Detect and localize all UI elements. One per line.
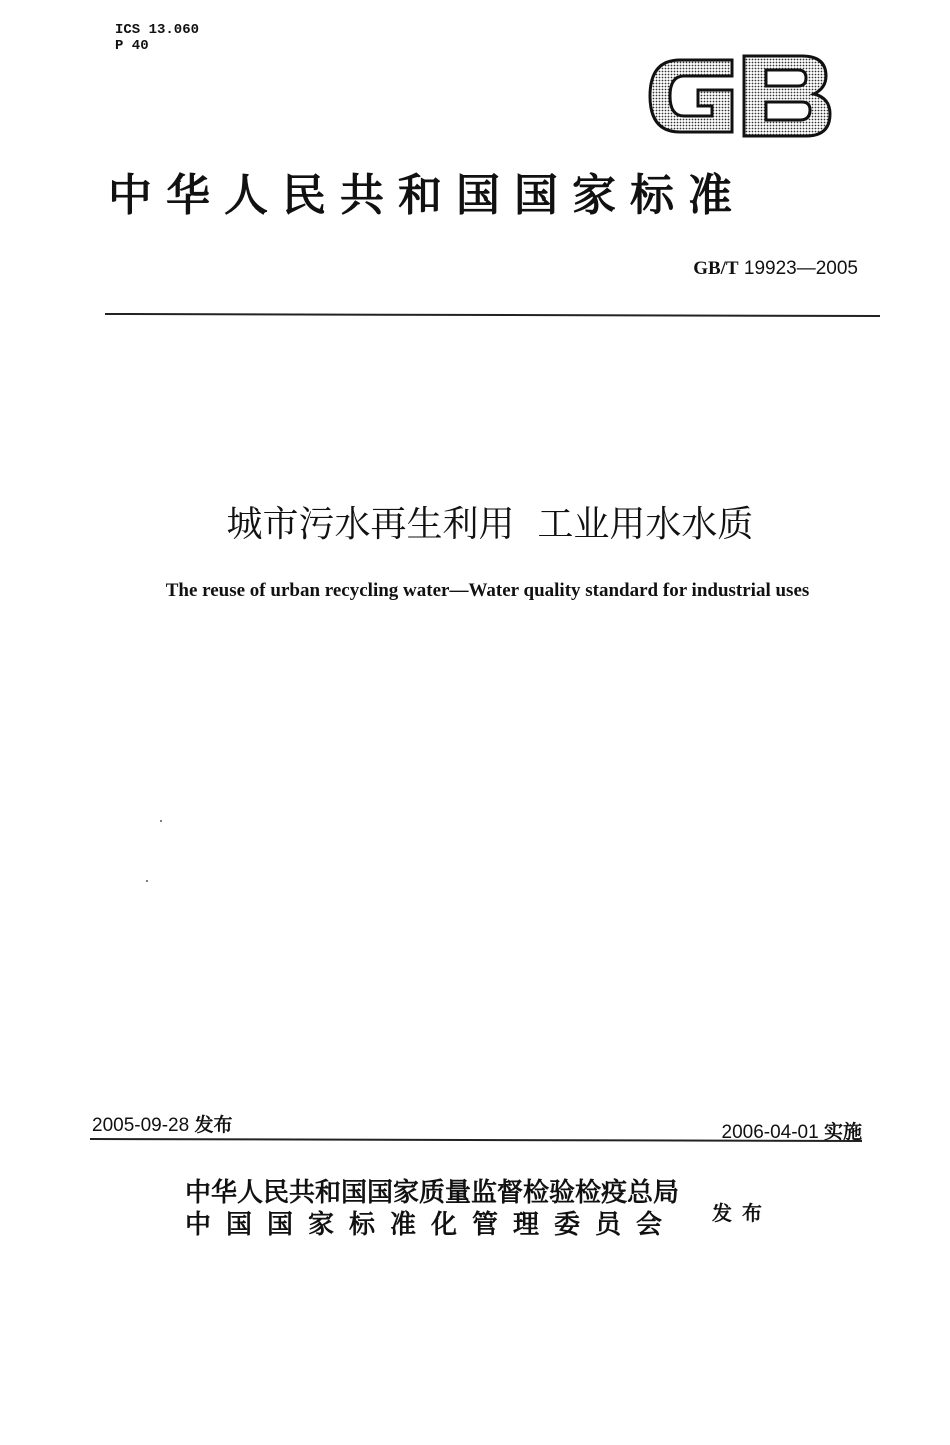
standard-prefix: GB/T — [693, 258, 739, 279]
implement-label: 实施 — [823, 1121, 862, 1143]
ics-classification — [115, 22, 199, 54]
ics-code: ICS 13.060 — [115, 22, 200, 38]
english-title: The reuse of urban recycling water—Water quality standard for industrial uses — [165, 580, 810, 601]
issue-label: 发布 — [194, 1114, 233, 1136]
national-standard-title: 中华人民共和国国家标准 — [108, 170, 746, 221]
issuing-agency-sac: 中国国家标准化管理委员会 — [185, 1210, 678, 1240]
issuing-agency-aqsiq: 中华人民共和国国家质量监督检验检疫总局 — [185, 1178, 680, 1208]
scan-speck — [146, 880, 148, 882]
publish-label: 发布 — [712, 1201, 772, 1225]
implement-date: 2006-04-01 — [721, 1122, 819, 1143]
issue-date-line — [92, 1110, 233, 1137]
top-divider — [105, 313, 880, 317]
issue-date: 2005-09-28 — [92, 1115, 190, 1136]
scan-speck — [160, 820, 162, 822]
standard-code: 19923—2005 — [743, 258, 858, 279]
ccs-code: P 40 — [115, 38, 149, 54]
gb-logo — [640, 46, 840, 146]
standard-number — [693, 258, 858, 280]
chinese-title: 城市污水再生利用 工业用水水质 — [226, 504, 754, 545]
